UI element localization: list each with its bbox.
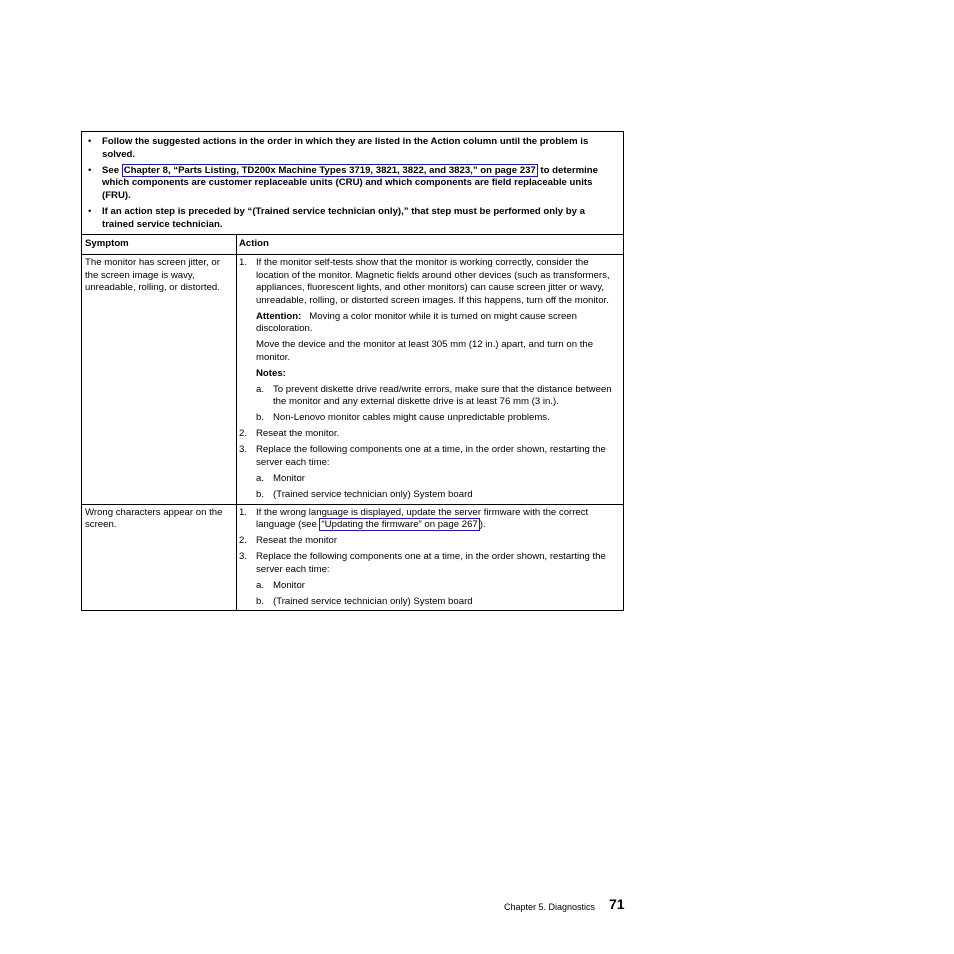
move-instruction: Move the device and the monitor at least 305 mm (12 in.) apart, and turn on the monitor. <box>256 339 594 363</box>
component-item <box>256 596 617 609</box>
note-item <box>86 165 619 203</box>
step-text-pre: If the wrong language is displayed, update the server firmware with the correct language (see <box>256 506 589 531</box>
attention-label: Attention: <box>256 310 302 322</box>
action-step <box>239 535 617 548</box>
component-text: (Trained service technician only) System board <box>273 595 473 607</box>
action-header: Action <box>239 238 269 250</box>
sub-letter: b. <box>256 488 265 500</box>
symptom-cell: The monitor has screen jitter, or the screen image is wavy, unreadable, rolling, or distorted. <box>82 255 237 504</box>
sub-note <box>256 412 617 425</box>
action-step <box>239 428 617 441</box>
sub-note-text: Non-Lenovo monitor cables might cause unpredictable problems. <box>273 412 550 424</box>
action-step <box>239 507 617 532</box>
table-row <box>82 255 623 505</box>
attention-note <box>256 311 617 336</box>
sub-letter: a. <box>256 472 265 484</box>
table-header-row <box>82 235 623 255</box>
chapter-8-link[interactable]: Chapter 8, “Parts Listing, TD200x Machine Types 3719, 3821, 3822, and 3823,” on page 237 <box>123 164 536 176</box>
updating-firmware-link[interactable]: “Updating the firmware” on page 267 <box>321 519 478 531</box>
note-text: If an action step is preceded by “(Trained service technician only),” that step must be performed only by a trained service technician. <box>102 206 586 230</box>
step-text: Replace the following components one at a time, in the order shown, restarting the server each time: <box>256 444 606 468</box>
step-text: Reseat the monitor <box>256 535 338 547</box>
sub-note <box>256 384 617 409</box>
note-text <box>102 165 619 203</box>
step-text <box>256 507 617 532</box>
bullet: • <box>88 164 92 176</box>
step-number: 1. <box>239 506 248 518</box>
step-number: 1. <box>239 256 248 268</box>
action-step <box>239 257 617 307</box>
component-item <box>256 489 617 502</box>
note-item <box>86 206 619 231</box>
step-number: 2. <box>239 535 248 547</box>
component-text: (Trained service technician only) System board <box>273 488 473 500</box>
symptom-header: Symptom <box>82 235 237 254</box>
footer-chapter: Chapter 5. Diagnostics <box>504 902 596 912</box>
action-cell <box>237 505 623 611</box>
action-cell <box>237 255 623 504</box>
step-text: If the monitor self-tests show that the monitor is working correctly, consider the location of the monitor. Magnetic fields around other devices (such as transformers, appliances, fluorescent lights, and other monitors) can cause screen jitter or wavy, unreadable, rolling, or distorted screen images. If this happens, turn off the monitor. <box>256 256 610 306</box>
bullet: • <box>88 136 92 147</box>
diagnostic-table <box>81 131 624 611</box>
step-number: 2. <box>239 428 248 440</box>
step-number: 3. <box>239 551 248 563</box>
page-number: 71 <box>609 896 625 912</box>
step-text-post: ). <box>479 519 486 531</box>
sub-letter: b. <box>256 595 265 607</box>
component-text: Monitor <box>273 472 305 484</box>
note-text: Follow the suggested actions in the order in which they are listed in the Action column until the problem is solved. <box>102 136 589 160</box>
sub-letter: a. <box>256 579 265 591</box>
component-item <box>256 473 617 486</box>
note-item <box>86 136 619 161</box>
note-text-post: to determine which components are customer replaceable units (CRU) and which components are field replaceable units (FRU). <box>102 164 599 201</box>
step-text: Reseat the monitor. <box>256 428 340 440</box>
action-step <box>239 444 617 469</box>
sub-note-text: To prevent diskette drive read/write errors, make sure that the distance between the monitor and any external diskette drive is at least 76 mm (3 in.). <box>273 383 612 408</box>
notes-label: Notes: <box>256 367 286 379</box>
attention-text: Moving a color monitor while it is turned on might cause screen discoloration. <box>256 310 577 335</box>
component-item <box>256 580 617 593</box>
table-row <box>82 505 623 611</box>
step-text: Replace the following components one at a time, in the order shown, restarting the server each time: <box>256 551 606 575</box>
note-text-pre: See <box>102 164 122 176</box>
symptom-cell: Wrong characters appear on the screen. <box>82 505 237 611</box>
table-notes <box>82 132 623 235</box>
sub-letter: a. <box>256 383 265 395</box>
action-step <box>239 551 617 576</box>
component-text: Monitor <box>273 579 305 591</box>
sub-letter: b. <box>256 412 265 424</box>
step-number: 3. <box>239 444 248 456</box>
bullet: • <box>88 206 92 218</box>
